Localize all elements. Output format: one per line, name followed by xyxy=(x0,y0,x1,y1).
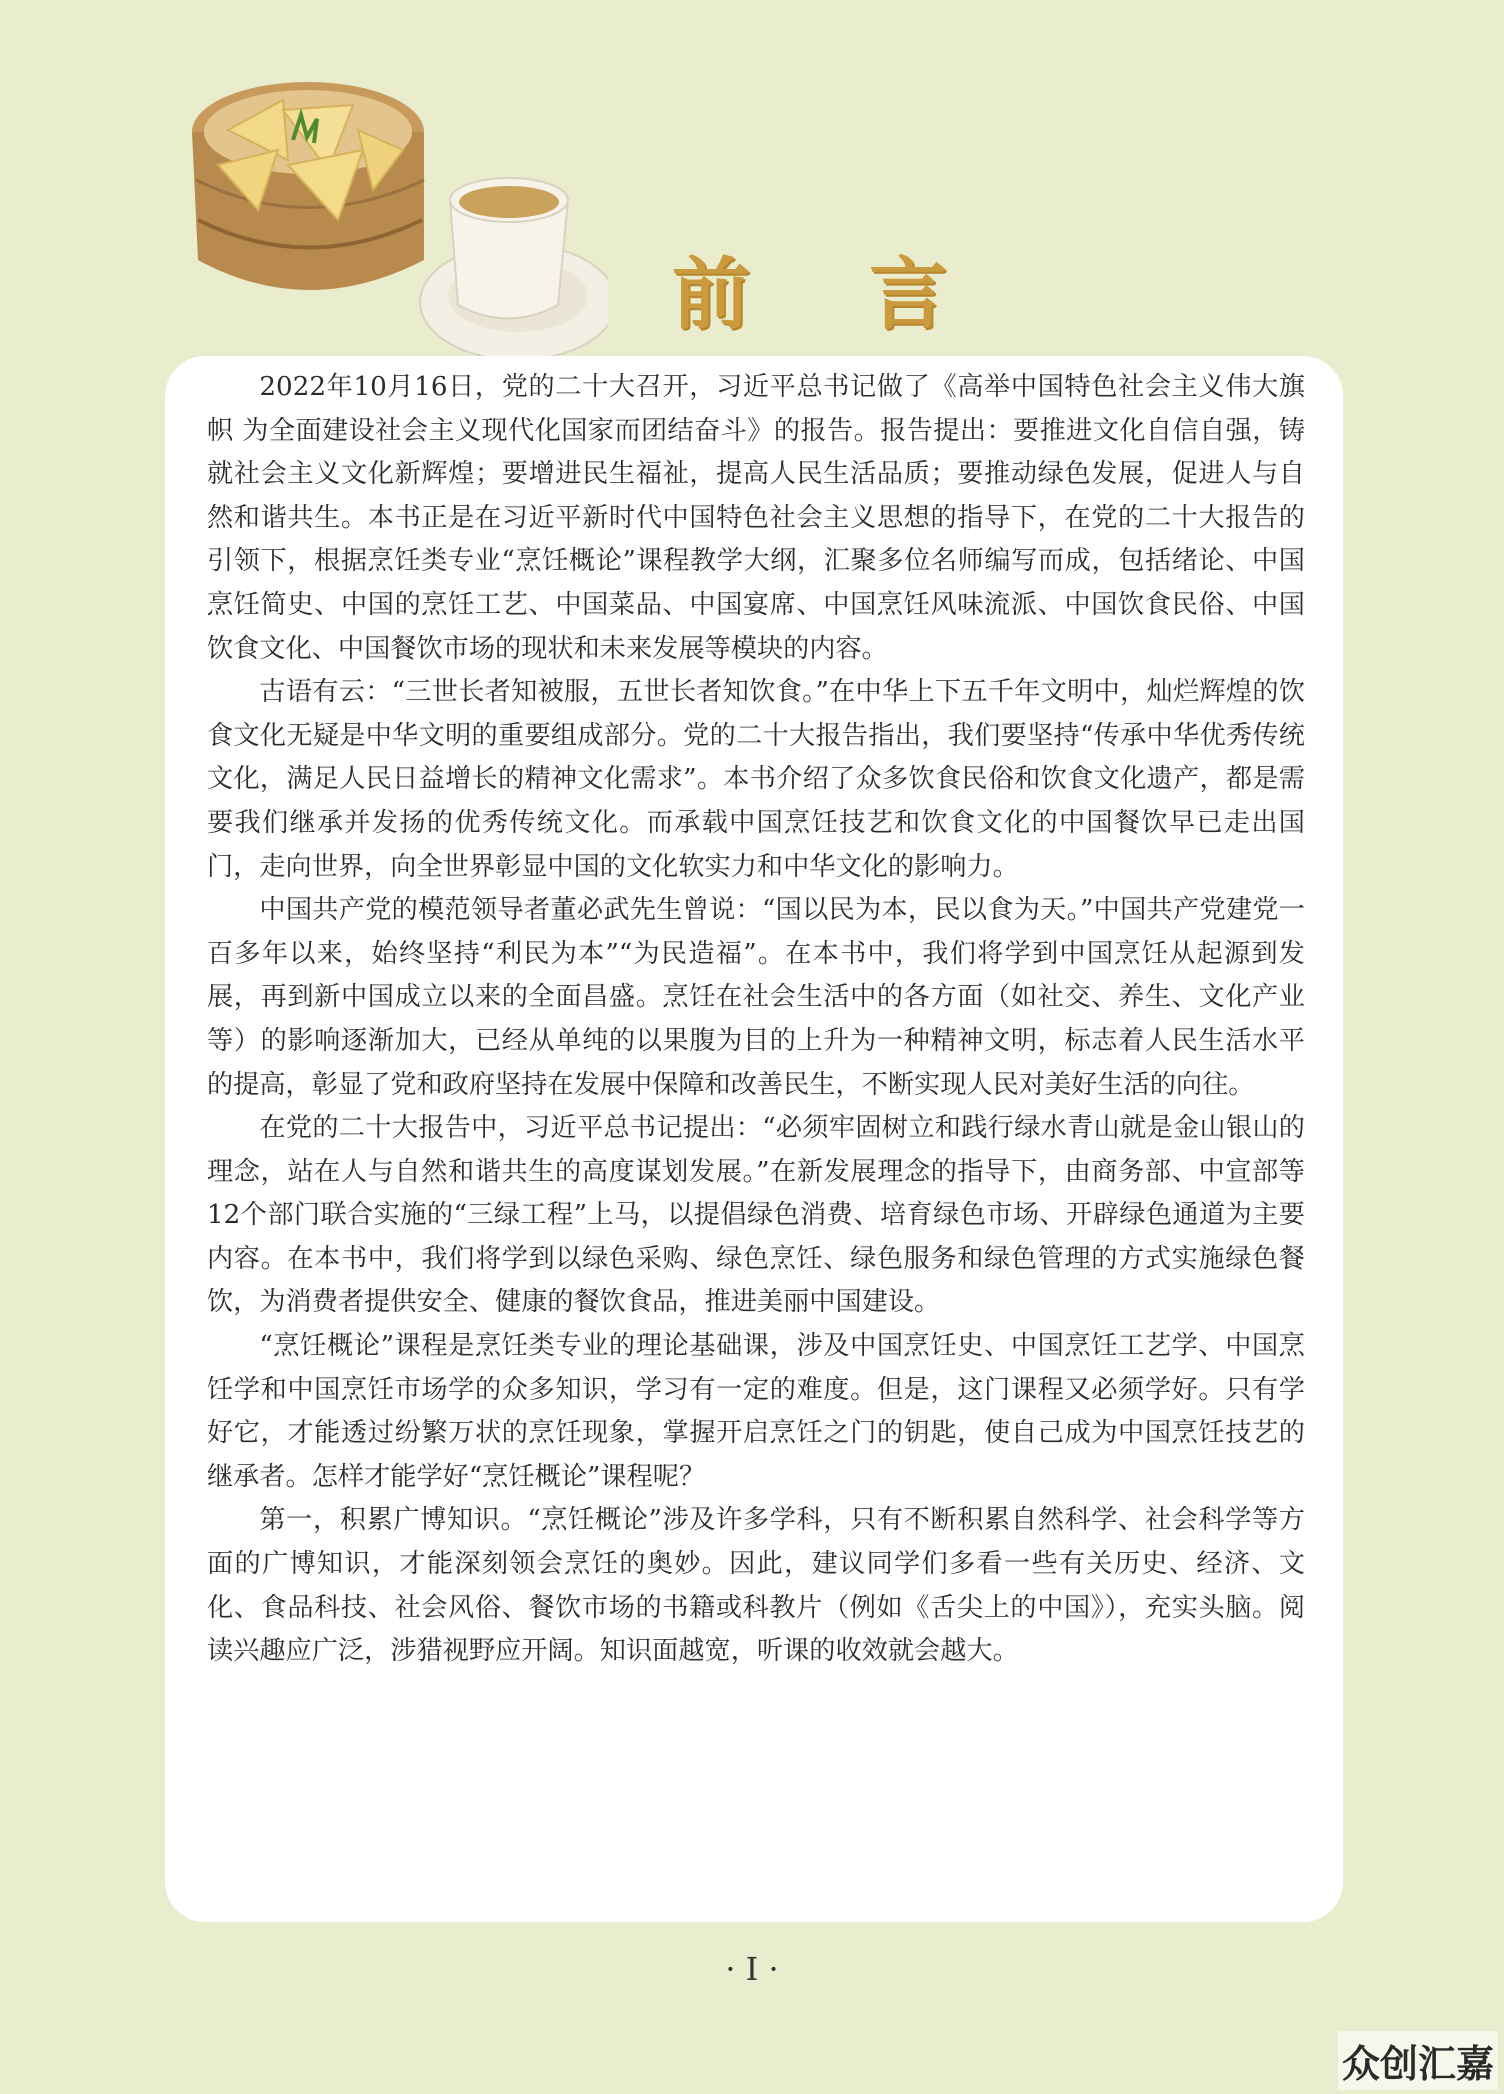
paragraph: 在党的二十大报告中，习近平总书记提出：“必须牢固树立和践行绿水青山就是金山银山的理念，站在人与自然和谐共生的高度谋划发展。”在新发展理念的指导下，由商务部、中宣部等12个部门联合实施的“三绿工程”上马，以提倡绿色消费、培育绿色市场、开辟绿色通道为主要内容。在本书中，我们将学到以绿色采购、绿色烹饪、绿色服务和绿色管理的方式实施绿色餐饮，为消费者提供安全、健康的餐饮食品，推进美丽中国建设。 xyxy=(207,1113,1305,1318)
paragraph: 2022年10月16日，党的二十大召开，习近平总书记做了《高举中国特色社会主义伟大旗帜 为全面建设社会主义现代化国家而团结奋斗》的报告。报告提出：要推进文化自信自强，铸就社会主义文化新辉煌；要增进民生福祉，提高人民生活品质；要推动绿色发展，促进人与自然和谐共生。本书正是在习近平新时代中国特色社会主义思想的指导下，在党的二十大报告的引领下，根据烹饪类专业“烹饪概论”课程教学大纲，汇聚多位名师编写而成，包括绪论、中国烹饪简史、中国的烹饪工艺、中国菜品、中国宴席、中国烹饪风味流派、中国饮食民俗、中国饮食文化、中国餐饮市场的现状和未来发展等模块的内容。 xyxy=(207,372,1305,664)
paragraph: 第一，积累广博知识。“烹饪概论”涉及许多学科，只有不断积累自然科学、社会科学等方面的广博知识，才能深刻领会烹饪的奥妙。因此，建议同学们多看一些有关历史、经济、文化、食品科技、社会风俗、餐饮市场的书籍或科教片（例如《舌尖上的中国》），充实头脑。阅读兴趣应广泛，涉猎视野应开阔。知识面越宽，听课的收效就会越大。 xyxy=(207,1505,1305,1667)
paragraph: 中国共产党的模范领导者董必武先生曾说：“国以民为本，民以食为天。”中国共产党建党一百多年以来，始终坚持“利民为本”“为民造福”。在本书中，我们将学到中国烹饪从起源到发展，再到新中国成立以来的全面昌盛。烹饪在社会生活中的各方面（如社交、养生、文化产业等）的影响逐渐加大，已经从单纯的以果腹为目的上升为一种精神文明，标志着人民生活水平的提高，彰显了党和政府坚持在发展中保障和改善民生，不断实现人民对美好生活的向往。 xyxy=(207,895,1305,1100)
page-title: 前 言 xyxy=(672,250,994,340)
paragraph: “烹饪概论”课程是烹饪类专业的理论基础课，涉及中国烹饪史、中国烹饪工艺学、中国烹饪学和中国烹饪市场学的众多知识，学习有一定的难度。但是，这门课程又必须学好。只有学好它，才能透过纷繁万状的烹饪现象，掌握开启烹饪之门的钥匙，使自己成为中国烹饪技艺的继承者。怎样才能学好“烹饪概论”课程呢？ xyxy=(207,1331,1305,1492)
preface-text-panel xyxy=(165,356,1343,1922)
dim-sum-and-tea-illustration xyxy=(188,70,608,370)
watermark-logo: 众创汇嘉 xyxy=(1338,2031,1498,2090)
page-number: · I · xyxy=(725,1950,779,1988)
paragraph: 古语有云：“三世长者知被服，五世长者知饮食。”在中华上下五千年文明中，灿烂辉煌的饮食文化无疑是中华文明的重要组成部分。党的二十大报告指出，我们要坚持“传承中华优秀传统文化，满足人民日益增长的精神文化需求”。本书介绍了众多饮食民俗和饮食文化遗产，都是需要我们继承并发扬的优秀传统文化。而承载中国烹饪技艺和饮食文化的中国餐饮早已走出国门，走向世界，向全世界彰显中国的文化软实力和中华文化的影响力。 xyxy=(207,677,1305,882)
